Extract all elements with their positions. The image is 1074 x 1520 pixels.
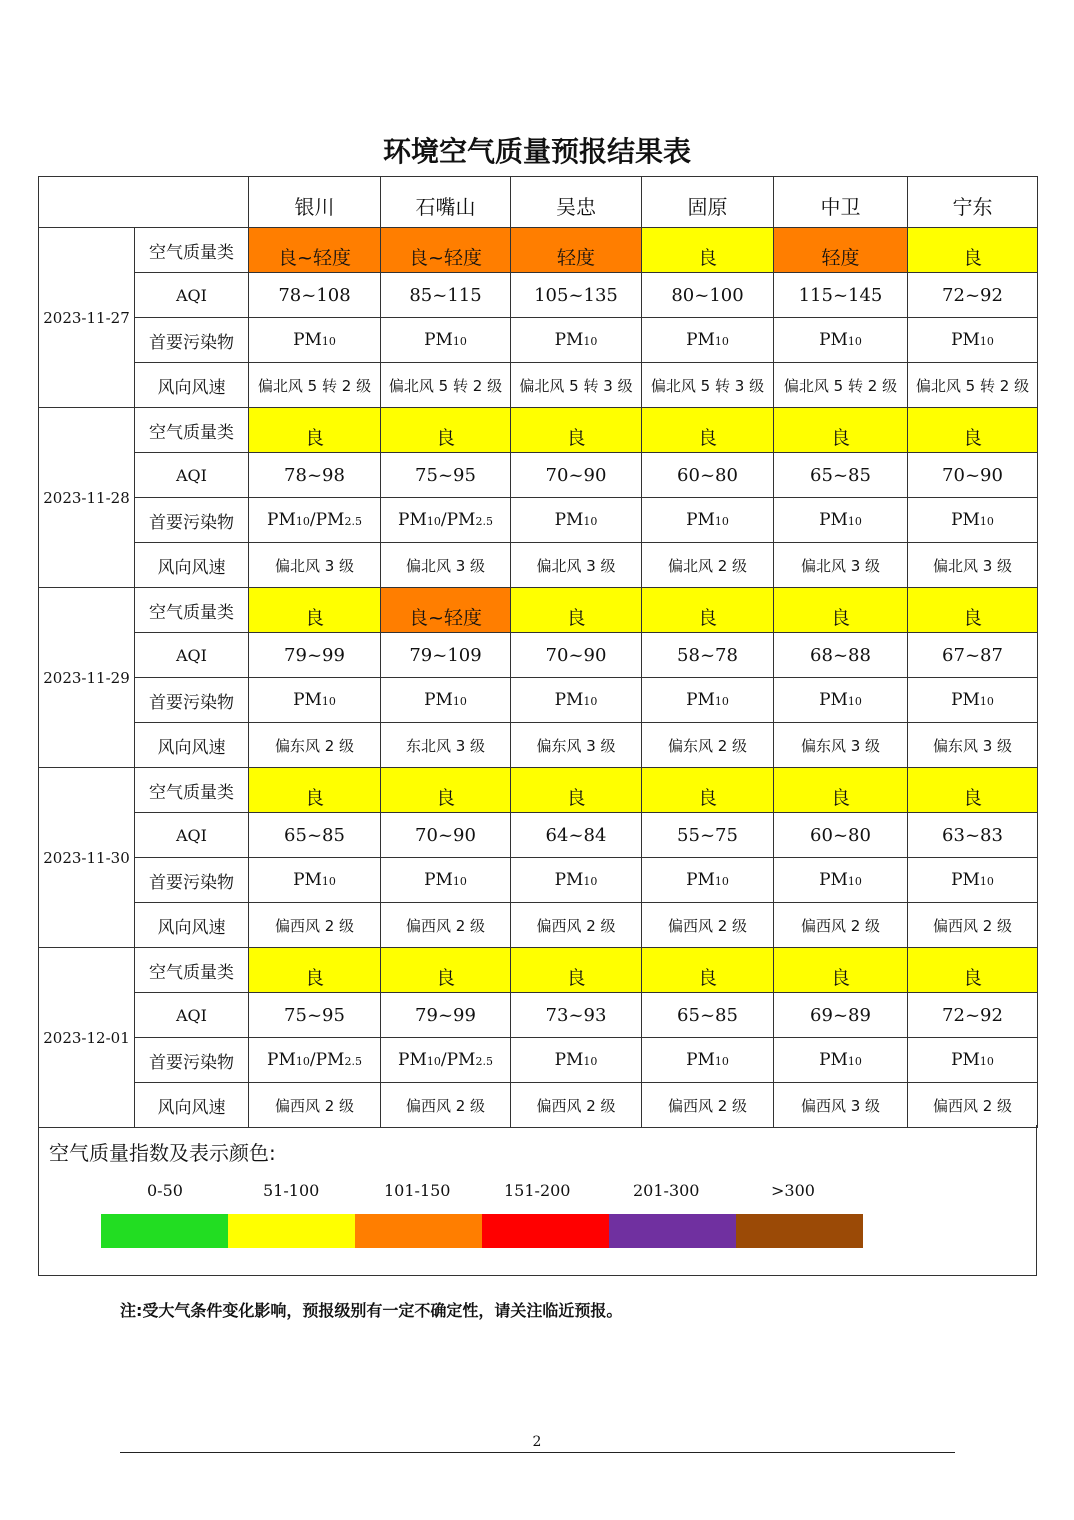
wind-forecast: 偏西风 3 级 <box>774 1083 908 1128</box>
scale-range-label: 151-200 <box>504 1181 571 1200</box>
primary-pollutant: PM10 <box>381 318 511 363</box>
aqi-grade-text: 良 <box>566 426 586 449</box>
aqi-grade-text: 良 <box>697 786 717 809</box>
aqi-grade-cell <box>774 768 908 813</box>
primary-pollutant: PM10 <box>642 1038 774 1083</box>
primary-pollutant: PM10 <box>642 498 774 543</box>
wind-forecast: 偏北风 5 转 2 级 <box>249 363 381 408</box>
aqi-grade-text: 良 <box>830 786 850 809</box>
aqi-value: 79~99 <box>381 993 511 1038</box>
primary-pollutant: PM10 <box>908 858 1038 903</box>
aqi-value: 70~90 <box>381 813 511 858</box>
row-label-aqi: AQI <box>135 813 249 858</box>
wind-forecast: 偏西风 2 级 <box>381 903 511 948</box>
page-title: 环境空气质量预报结果表 <box>382 135 691 168</box>
primary-pollutant: PM10/PM2.5 <box>381 1038 511 1083</box>
aqi-grade-cell <box>249 408 381 453</box>
wind-forecast: 偏北风 5 转 2 级 <box>381 363 511 408</box>
scale-range-label: >300 <box>771 1181 815 1200</box>
scale-color-swatch <box>355 1214 482 1248</box>
row-label-pollutant: 首要污染物 <box>135 858 249 903</box>
aqi-grade-text: 良 <box>830 966 850 989</box>
page-number: 2 <box>532 1434 542 1450</box>
wind-forecast: 偏北风 5 转 2 级 <box>908 363 1038 408</box>
primary-pollutant: PM10 <box>908 1038 1038 1083</box>
aqi-value: 69~89 <box>774 993 908 1038</box>
aqi-grade-text: 良 <box>566 606 586 629</box>
aqi-grade-text: 良 <box>304 966 324 989</box>
aqi-value: 60~80 <box>774 813 908 858</box>
primary-pollutant: PM10/PM2.5 <box>249 1038 381 1083</box>
city-header: 中卫 <box>774 177 908 228</box>
aqi-value: 67~87 <box>908 633 1038 678</box>
aqi-grade-text: 良 <box>962 606 982 629</box>
aqi-grade-cell <box>908 228 1038 273</box>
aqi-grade-text: 良~轻度 <box>409 246 482 269</box>
aqi-grade-text: 良 <box>962 426 982 449</box>
aqi-grade-cell <box>381 768 511 813</box>
wind-forecast: 偏东风 3 级 <box>908 723 1038 768</box>
aqi-grade-cell <box>908 948 1038 993</box>
primary-pollutant: PM10 <box>774 498 908 543</box>
primary-pollutant: PM10 <box>642 678 774 723</box>
row-label-grade: 空气质量类 <box>135 588 249 633</box>
row-label-wind: 风向风速 <box>135 723 249 768</box>
wind-forecast: 偏北风 3 级 <box>249 543 381 588</box>
scale-title: 空气质量指数及表示颜色: <box>49 1141 276 1165</box>
aqi-grade-text: 良 <box>962 966 982 989</box>
primary-pollutant: PM10 <box>774 318 908 363</box>
aqi-value: 65~85 <box>249 813 381 858</box>
aqi-grade-cell <box>511 228 642 273</box>
row-label-grade: 空气质量类 <box>135 768 249 813</box>
primary-pollutant: PM10 <box>381 678 511 723</box>
scale-range-label: 101-150 <box>384 1181 451 1200</box>
wind-forecast: 偏北风 3 级 <box>774 543 908 588</box>
row-label-grade: 空气质量类 <box>135 948 249 993</box>
aqi-grade-text: 良 <box>962 246 982 269</box>
primary-pollutant: PM10 <box>249 318 381 363</box>
row-label-aqi: AQI <box>135 633 249 678</box>
primary-pollutant: PM10 <box>908 498 1038 543</box>
aqi-grade-text: 良 <box>566 966 586 989</box>
aqi-value: 60~80 <box>642 453 774 498</box>
aqi-grade-text: 良 <box>304 606 324 629</box>
scale-color-swatch <box>736 1214 863 1248</box>
aqi-value: 105~135 <box>511 273 642 318</box>
scale-range-label: 51-100 <box>263 1181 320 1200</box>
aqi-value: 73~93 <box>511 993 642 1038</box>
aqi-grade-cell <box>642 948 774 993</box>
aqi-grade-cell <box>511 948 642 993</box>
scale-color-swatch <box>609 1214 736 1248</box>
aqi-grade-text: 良 <box>697 246 717 269</box>
aqi-value: 115~145 <box>774 273 908 318</box>
primary-pollutant: PM10 <box>774 1038 908 1083</box>
wind-forecast: 偏东风 3 级 <box>774 723 908 768</box>
city-header: 银川 <box>249 177 381 228</box>
aqi-value: 55~75 <box>642 813 774 858</box>
primary-pollutant: PM10 <box>642 318 774 363</box>
aqi-grade-text: 良 <box>830 426 850 449</box>
wind-forecast: 偏北风 3 级 <box>381 543 511 588</box>
aqi-grade-text: 良 <box>697 426 717 449</box>
aqi-grade-cell <box>642 588 774 633</box>
forecast-date: 2023-12-01 <box>39 948 135 1128</box>
forecast-date: 2023-11-28 <box>39 408 135 588</box>
row-label-pollutant: 首要污染物 <box>135 1038 249 1083</box>
row-label-pollutant: 首要污染物 <box>135 678 249 723</box>
footer-rule <box>120 1452 955 1453</box>
aqi-value: 80~100 <box>642 273 774 318</box>
aqi-grade-cell <box>381 948 511 993</box>
forecast-note: 注:受大气条件变化影响，预报级别有一定不确定性，请关注临近预报。 <box>120 1301 623 1320</box>
row-label-wind: 风向风速 <box>135 1083 249 1128</box>
primary-pollutant: PM10/PM2.5 <box>381 498 511 543</box>
aqi-value: 58~78 <box>642 633 774 678</box>
scale-color-swatch <box>228 1214 355 1248</box>
aqi-value: 75~95 <box>381 453 511 498</box>
city-header: 吴忠 <box>511 177 642 228</box>
aqi-grade-cell <box>642 408 774 453</box>
row-label-pollutant: 首要污染物 <box>135 318 249 363</box>
wind-forecast: 偏北风 5 转 2 级 <box>774 363 908 408</box>
aqi-grade-text: 良 <box>435 786 455 809</box>
primary-pollutant: PM10 <box>908 678 1038 723</box>
wind-forecast: 偏西风 2 级 <box>908 903 1038 948</box>
aqi-value: 79~109 <box>381 633 511 678</box>
aqi-value: 78~108 <box>249 273 381 318</box>
aqi-grade-text: 良~轻度 <box>409 606 482 629</box>
aqi-value: 72~92 <box>908 993 1038 1038</box>
primary-pollutant: PM10 <box>511 858 642 903</box>
forecast-date: 2023-11-30 <box>39 768 135 948</box>
table-corner <box>39 177 249 228</box>
aqi-grade-text: 良 <box>304 786 324 809</box>
row-label-grade: 空气质量类 <box>135 408 249 453</box>
aqi-grade-cell <box>774 948 908 993</box>
aqi-value: 85~115 <box>381 273 511 318</box>
aqi-grade-text: 轻度 <box>556 246 595 269</box>
aqi-grade-cell <box>511 768 642 813</box>
aqi-value: 70~90 <box>511 453 642 498</box>
primary-pollutant: PM10 <box>249 858 381 903</box>
aqi-grade-cell <box>642 228 774 273</box>
scale-range-label: 0-50 <box>147 1181 183 1200</box>
aqi-grade-text: 良 <box>304 426 324 449</box>
primary-pollutant: PM10 <box>511 1038 642 1083</box>
wind-forecast: 东北风 3 级 <box>381 723 511 768</box>
wind-forecast: 偏西风 2 级 <box>511 1083 642 1128</box>
aqi-grade-text: 良 <box>962 786 982 809</box>
aqi-grade-cell <box>511 588 642 633</box>
wind-forecast: 偏北风 3 级 <box>908 543 1038 588</box>
aqi-value: 63~83 <box>908 813 1038 858</box>
aqi-color-scale <box>38 1125 1037 1276</box>
primary-pollutant: PM10 <box>381 858 511 903</box>
aqi-grade-cell <box>249 768 381 813</box>
row-label-grade: 空气质量类 <box>135 228 249 273</box>
aqi-grade-cell <box>511 408 642 453</box>
aqi-value: 65~85 <box>774 453 908 498</box>
aqi-value: 75~95 <box>249 993 381 1038</box>
primary-pollutant: PM10/PM2.5 <box>249 498 381 543</box>
primary-pollutant: PM10 <box>774 678 908 723</box>
primary-pollutant: PM10 <box>774 858 908 903</box>
row-label-wind: 风向风速 <box>135 903 249 948</box>
scale-color-swatch <box>101 1214 228 1248</box>
row-label-aqi: AQI <box>135 273 249 318</box>
wind-forecast: 偏北风 5 转 3 级 <box>642 363 774 408</box>
primary-pollutant: PM10 <box>642 858 774 903</box>
forecast-date: 2023-11-27 <box>39 228 135 408</box>
aqi-grade-cell <box>908 588 1038 633</box>
scale-range-label: 201-300 <box>633 1181 700 1200</box>
aqi-grade-cell <box>908 408 1038 453</box>
wind-forecast: 偏北风 5 转 3 级 <box>511 363 642 408</box>
wind-forecast: 偏西风 2 级 <box>774 903 908 948</box>
primary-pollutant: PM10 <box>511 678 642 723</box>
aqi-value: 65~85 <box>642 993 774 1038</box>
aqi-value: 78~98 <box>249 453 381 498</box>
wind-forecast: 偏东风 3 级 <box>511 723 642 768</box>
aqi-value: 64~84 <box>511 813 642 858</box>
city-header: 固原 <box>642 177 774 228</box>
wind-forecast: 偏西风 2 级 <box>642 903 774 948</box>
aqi-grade-text: 良 <box>697 606 717 629</box>
wind-forecast: 偏东风 2 级 <box>249 723 381 768</box>
primary-pollutant: PM10 <box>511 498 642 543</box>
aqi-grade-cell <box>249 228 381 273</box>
aqi-grade-text: 良 <box>566 786 586 809</box>
aqi-grade-text: 良 <box>830 606 850 629</box>
wind-forecast: 偏北风 2 级 <box>642 543 774 588</box>
aqi-value: 72~92 <box>908 273 1038 318</box>
aqi-grade-cell <box>908 768 1038 813</box>
aqi-grade-cell <box>381 228 511 273</box>
city-header: 宁东 <box>908 177 1038 228</box>
wind-forecast: 偏西风 2 级 <box>511 903 642 948</box>
row-label-wind: 风向风速 <box>135 543 249 588</box>
wind-forecast: 偏西风 2 级 <box>908 1083 1038 1128</box>
aqi-value: 70~90 <box>511 633 642 678</box>
row-label-pollutant: 首要污染物 <box>135 498 249 543</box>
wind-forecast: 偏西风 2 级 <box>249 903 381 948</box>
aqi-grade-text: 轻度 <box>821 246 860 269</box>
row-label-aqi: AQI <box>135 993 249 1038</box>
row-label-aqi: AQI <box>135 453 249 498</box>
wind-forecast: 偏西风 2 级 <box>249 1083 381 1128</box>
wind-forecast: 偏西风 2 级 <box>381 1083 511 1128</box>
scale-color-swatch <box>482 1214 609 1248</box>
aqi-grade-cell <box>381 408 511 453</box>
forecast-table <box>38 176 1038 1128</box>
aqi-value: 79~99 <box>249 633 381 678</box>
forecast-date: 2023-11-29 <box>39 588 135 768</box>
wind-forecast: 偏西风 2 级 <box>642 1083 774 1128</box>
aqi-grade-cell <box>381 588 511 633</box>
aqi-grade-text: 良 <box>435 966 455 989</box>
aqi-grade-cell <box>774 588 908 633</box>
row-label-wind: 风向风速 <box>135 363 249 408</box>
primary-pollutant: PM10 <box>908 318 1038 363</box>
aqi-grade-text: 良~轻度 <box>278 246 351 269</box>
primary-pollutant: PM10 <box>511 318 642 363</box>
primary-pollutant: PM10 <box>249 678 381 723</box>
aqi-grade-cell <box>249 588 381 633</box>
wind-forecast: 偏北风 3 级 <box>511 543 642 588</box>
aqi-value: 68~88 <box>774 633 908 678</box>
wind-forecast: 偏东风 2 级 <box>642 723 774 768</box>
aqi-value: 70~90 <box>908 453 1038 498</box>
aqi-grade-cell <box>249 948 381 993</box>
aqi-grade-text: 良 <box>697 966 717 989</box>
aqi-grade-text: 良 <box>435 426 455 449</box>
city-header: 石嘴山 <box>381 177 511 228</box>
aqi-grade-cell <box>774 408 908 453</box>
aqi-grade-cell <box>774 228 908 273</box>
aqi-grade-cell <box>642 768 774 813</box>
